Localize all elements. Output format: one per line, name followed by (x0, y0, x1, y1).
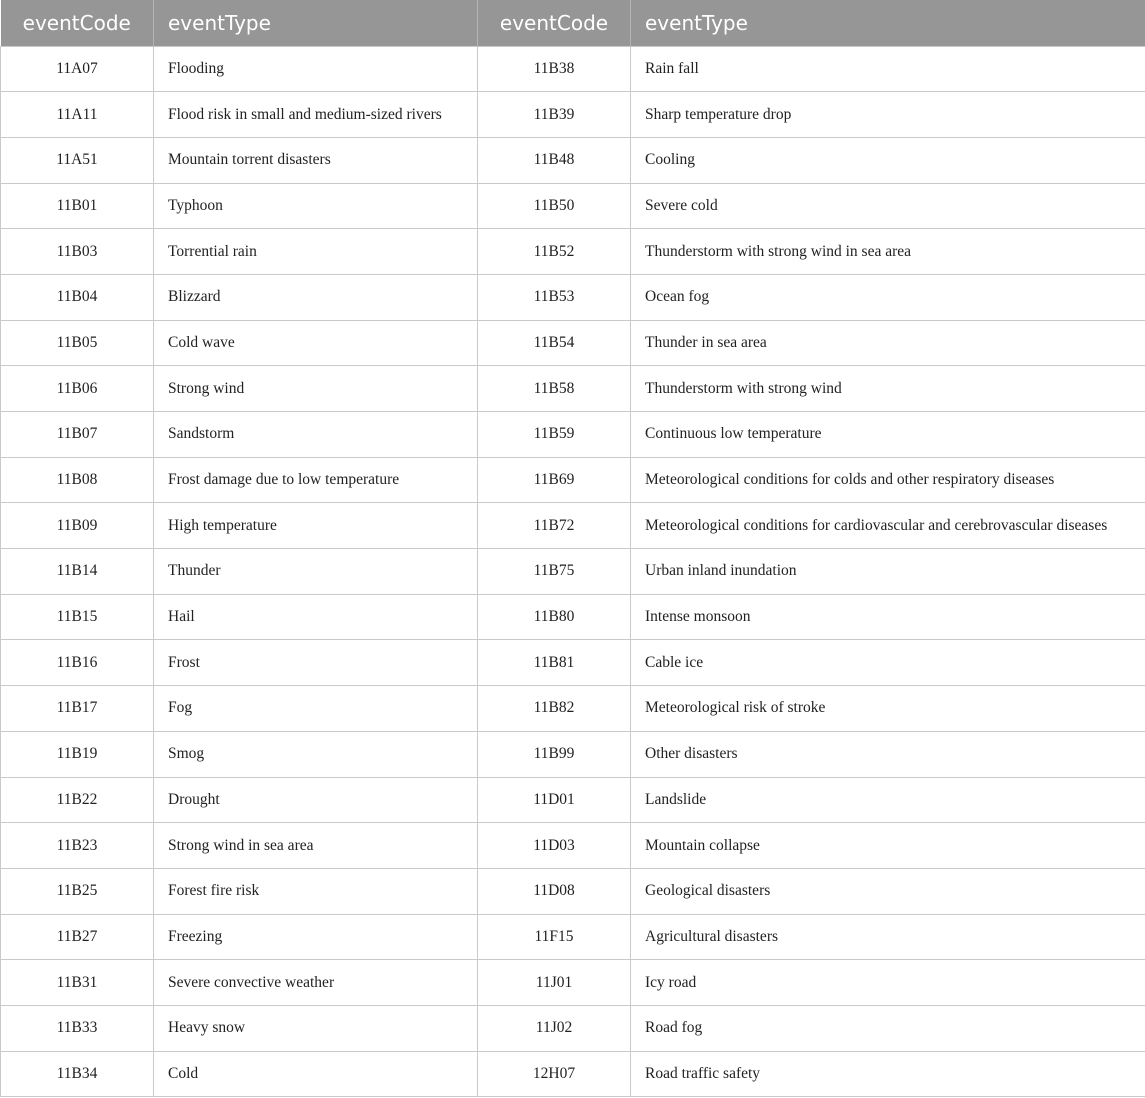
event-type-cell: Drought (154, 777, 478, 823)
table-row (1, 274, 1145, 320)
table-row (1, 731, 1145, 777)
table-row (1, 868, 1145, 914)
event-code-cell: 11B07 (1, 412, 154, 458)
event-code-cell: 11D08 (478, 868, 631, 914)
event-type-cell: Thunder in sea area (631, 320, 1145, 366)
event-type-cell: Icy road (631, 960, 1145, 1006)
event-code-cell: 11B04 (1, 274, 154, 320)
event-type-cell: Ocean fog (631, 274, 1145, 320)
table-row (1, 366, 1145, 412)
event-code-cell: 11B01 (1, 183, 154, 229)
table-row (1, 1051, 1145, 1097)
event-code-cell: 11B52 (478, 229, 631, 275)
event-type-cell: Blizzard (154, 274, 478, 320)
event-code-cell: 11B72 (478, 503, 631, 549)
event-type-cell: Cooling (631, 137, 1145, 183)
table-row (1, 549, 1145, 595)
event-code-cell: 11B15 (1, 594, 154, 640)
table-row (1, 92, 1145, 138)
event-type-cell: Meteorological risk of stroke (631, 686, 1145, 732)
event-type-cell: Road traffic safety (631, 1051, 1145, 1097)
event-type-cell: Strong wind (154, 366, 478, 412)
event-type-cell: Strong wind in sea area (154, 823, 478, 869)
column-header-event-type-left: eventType (154, 0, 478, 46)
event-type-cell: Meteorological conditions for cardiovascular and cerebrovascular diseases (631, 503, 1145, 549)
event-type-cell: Sandstorm (154, 412, 478, 458)
event-type-cell: Urban inland inundation (631, 549, 1145, 595)
table-row (1, 686, 1145, 732)
event-code-cell: 11J01 (478, 960, 631, 1006)
event-type-cell: Mountain collapse (631, 823, 1145, 869)
event-code-cell: 11B22 (1, 777, 154, 823)
event-type-cell: Flood risk in small and medium-sized rivers (154, 92, 478, 138)
event-code-cell: 11B23 (1, 823, 154, 869)
event-type-cell: Frost damage due to low temperature (154, 457, 478, 503)
event-code-cell: 11B03 (1, 229, 154, 275)
event-code-cell: 11D03 (478, 823, 631, 869)
event-code-cell: 12H07 (478, 1051, 631, 1097)
event-type-cell: Smog (154, 731, 478, 777)
table-row (1, 412, 1145, 458)
table-row (1, 1005, 1145, 1051)
event-code-cell: 11B16 (1, 640, 154, 686)
event-type-cell: Continuous low temperature (631, 412, 1145, 458)
event-type-cell: Freezing (154, 914, 478, 960)
column-header-event-code-right: eventCode (478, 0, 631, 46)
table-row (1, 960, 1145, 1006)
event-type-cell: Frost (154, 640, 478, 686)
event-type-cell: Rain fall (631, 46, 1145, 92)
event-code-cell: 11B53 (478, 274, 631, 320)
event-type-cell: Thunderstorm with strong wind in sea area (631, 229, 1145, 275)
event-type-cell: Thunder (154, 549, 478, 595)
event-type-cell: Heavy snow (154, 1005, 478, 1051)
table-row (1, 457, 1145, 503)
event-code-cell: 11B34 (1, 1051, 154, 1097)
table-body (1, 46, 1145, 1097)
event-code-cell: 11B27 (1, 914, 154, 960)
event-code-cell: 11B31 (1, 960, 154, 1006)
event-type-cell: Mountain torrent disasters (154, 137, 478, 183)
event-code-cell: 11F15 (478, 914, 631, 960)
event-code-cell: 11B81 (478, 640, 631, 686)
event-code-cell: 11B54 (478, 320, 631, 366)
event-type-cell: Hail (154, 594, 478, 640)
event-code-cell: 11B58 (478, 366, 631, 412)
event-type-cell: Typhoon (154, 183, 478, 229)
event-code-cell: 11A07 (1, 46, 154, 92)
table-row (1, 640, 1145, 686)
event-code-cell: 11B19 (1, 731, 154, 777)
event-type-cell: Landslide (631, 777, 1145, 823)
event-type-cell: Thunderstorm with strong wind (631, 366, 1145, 412)
event-code-cell: 11B06 (1, 366, 154, 412)
event-code-cell: 11B17 (1, 686, 154, 732)
table-row (1, 183, 1145, 229)
table-row (1, 320, 1145, 366)
event-code-cell: 11B80 (478, 594, 631, 640)
event-code-cell: 11B69 (478, 457, 631, 503)
table-row (1, 503, 1145, 549)
event-code-cell: 11B82 (478, 686, 631, 732)
event-code-cell: 11A11 (1, 92, 154, 138)
event-type-cell: Flooding (154, 46, 478, 92)
event-type-cell: Cable ice (631, 640, 1145, 686)
event-code-cell: 11D01 (478, 777, 631, 823)
event-type-cell: Meteorological conditions for colds and other respiratory diseases (631, 457, 1145, 503)
event-type-cell: Severe cold (631, 183, 1145, 229)
table-header (1, 0, 1145, 46)
table-row (1, 137, 1145, 183)
event-type-cell: Fog (154, 686, 478, 732)
event-code-cell: 11B38 (478, 46, 631, 92)
event-code-cell: 11B14 (1, 549, 154, 595)
event-code-cell: 11B05 (1, 320, 154, 366)
header-row (1, 0, 1145, 46)
event-code-cell: 11B08 (1, 457, 154, 503)
table-row (1, 229, 1145, 275)
table-row (1, 823, 1145, 869)
event-type-cell: Other disasters (631, 731, 1145, 777)
event-type-cell: Intense monsoon (631, 594, 1145, 640)
event-type-cell: Cold wave (154, 320, 478, 366)
event-type-cell: Sharp temperature drop (631, 92, 1145, 138)
event-code-cell: 11B39 (478, 92, 631, 138)
table-row (1, 914, 1145, 960)
event-type-cell: Severe convective weather (154, 960, 478, 1006)
table-row (1, 594, 1145, 640)
event-type-cell: Cold (154, 1051, 478, 1097)
event-code-cell: 11B50 (478, 183, 631, 229)
event-code-cell: 11B25 (1, 868, 154, 914)
event-type-cell: High temperature (154, 503, 478, 549)
event-type-cell: Agricultural disasters (631, 914, 1145, 960)
column-header-event-type-right: eventType (631, 0, 1145, 46)
event-code-cell: 11B99 (478, 731, 631, 777)
event-code-cell: 11B09 (1, 503, 154, 549)
event-type-cell: Forest fire risk (154, 868, 478, 914)
event-code-cell: 11B59 (478, 412, 631, 458)
table-row (1, 46, 1145, 92)
event-code-cell: 11A51 (1, 137, 154, 183)
event-type-cell: Road fog (631, 1005, 1145, 1051)
column-header-event-code-left: eventCode (1, 0, 154, 46)
table-row (1, 777, 1145, 823)
event-code-cell: 11B48 (478, 137, 631, 183)
event-code-cell: 11J02 (478, 1005, 631, 1051)
event-type-cell: Torrential rain (154, 229, 478, 275)
event-type-cell: Geological disasters (631, 868, 1145, 914)
event-code-cell: 11B75 (478, 549, 631, 595)
event-code-cell: 11B33 (1, 1005, 154, 1051)
